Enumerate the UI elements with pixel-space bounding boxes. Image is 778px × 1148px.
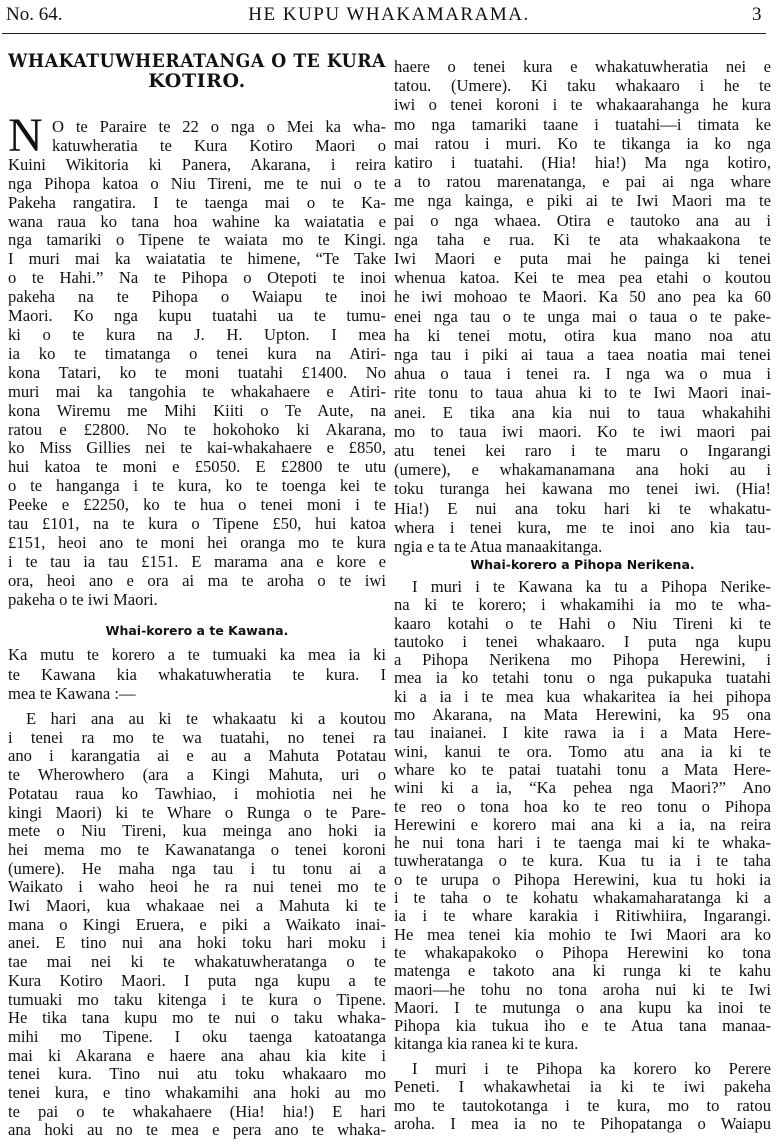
text-line: whare ko te patai tuatahi tonu a Mata Here-: [394, 759, 771, 779]
text-line: ratou e £2800. No te hokohoko ki Akarana,: [8, 419, 386, 439]
text-line: O te Paraire te 22 o nga o Mei ka wha-: [52, 117, 386, 136]
text-line: Pakeha rangatira. I te taenga mai o te Ka-: [8, 192, 386, 212]
text-line: kingi Maori) ki te Whare o Runga o te Pare-: [8, 802, 386, 822]
text-line: atu tenei kei raro i te maru o Ingarangi: [394, 441, 771, 461]
text-line: muri mai ka tangohia te whakahaere e Atiri-: [8, 381, 386, 401]
text-line: ahua o taua i tenei ra. I nga wa o mua i: [394, 364, 771, 384]
text-line: (umere), e whakamanamana ana hoki au i: [394, 460, 771, 480]
text-line: a Pihopa Nerikena mo Pihopa Herewini, i: [394, 650, 771, 670]
text-line: tautoko i tenei whakaaro. I puta nga kupu: [394, 631, 771, 651]
text-line: nga Pihopa katoa o Niu Tireni, me te nui o te: [8, 173, 386, 193]
text-line: mo te tautokotanga i te kura, mo to ratou: [394, 1095, 771, 1115]
text-line: te whakapakoko o Pihopa Herewini ko tona: [394, 942, 771, 962]
article-title-line-1: WHAKATUWHERATANGA O TE KURA: [8, 50, 386, 72]
text-line: na ki te korero; i whakamihi ia mo te wha-: [394, 595, 771, 615]
text-line: i te tau ia tau £151. E marama ana e kore e: [8, 551, 386, 571]
text-line: kona Tatari, ko te moni tuatahi £1400. No: [8, 362, 386, 382]
text-line: pakeha o te iwi Maori.: [8, 589, 158, 609]
text-line: I muri i te Kawana ka tu a Pihopa Nerike-: [412, 577, 771, 596]
text-line: nga taha e rua. Ki te ata whakaakona te: [394, 229, 771, 249]
text-line: mana o Kingi Eruera, e piki a Waikato inai-: [8, 914, 386, 934]
text-line: o te Hahi.” Na te Pihopa o Otepoti te inoi: [8, 268, 386, 288]
text-line: tatou. (Umere). Ki taku whakaaro i he te: [394, 76, 771, 96]
text-line: rite tonu to taua ahua ki to te Iwi Maori inai-: [394, 383, 771, 403]
text-line: E hari ana au ki te whakaatu ki a koutou: [26, 709, 386, 728]
text-line: ora, heoi ano e ora ai ma te aroha o te iwi: [8, 570, 386, 590]
text-line: te Wherowhero (ara a Kingi Mahuta, uri o: [8, 765, 386, 785]
text-line: Pihopa kia tukua iho e te Atua tana manaa-: [394, 1016, 771, 1036]
text-line: Kura Kotiro Maori. I puta nga kupu a te: [8, 970, 386, 990]
masthead: HE KUPU WHAKAMARAMA.: [248, 4, 530, 25]
subheading-bishop-speech: Whai-korero a Pihopa Nerikena.: [470, 557, 695, 572]
text-line: wini, kanui te ora. Tomo atu ana ia ki te: [394, 741, 771, 761]
text-line: He mea tenei kia mohio te Iwi Maori ara ko: [394, 924, 771, 944]
subheading-governor-speech: Whai-korero a te Kawana.: [105, 623, 289, 638]
text-line: tuwheratanga o te kura. Kua tu ia i te taha: [394, 851, 771, 871]
text-line: iwi o tenei koroni i te whakaarahanga he kura: [394, 95, 771, 115]
text-line: matenga e takoto ana ki runga ki te kahu: [394, 961, 771, 981]
paragraph-governor-speech: [8, 710, 386, 1140]
text-line: i tenei ra mo te wa tuatahi, no tenei ra: [8, 727, 386, 747]
text-line: he iwi mohoao te Maori. Ka 50 ano pea ka 60: [394, 287, 771, 307]
text-line: katuwheratia te Kura Kotiro Maori o: [52, 135, 386, 155]
drop-cap: N: [8, 109, 43, 162]
text-line: aroha. I mea ia no te Pihopatanga o Waiapu: [394, 1113, 771, 1133]
text-line: hei mema mo te Kawanatanga o tenei koroni: [8, 839, 386, 859]
issue-number: No. 64.: [6, 4, 63, 25]
text-line: ia i te whare karakia i Ritiwhiira, Ingarangi.: [394, 906, 771, 926]
text-line: nga tamariki o Tipene te waiata mo te Kingi.: [8, 230, 386, 250]
text-line: me nga kainga, e piki ai te Iwi Maori ma te: [394, 191, 771, 211]
text-line: anei. E tino nui ana hoki toku hari moku i: [8, 933, 386, 953]
text-line: Peeke e £2250, ko te hua o tenei moni i te: [8, 495, 386, 515]
text-line: ana hoki au no te mea e pera ano te whaka-: [8, 1120, 386, 1140]
text-line: kona Wiremu me Mihi Kiiti o Te Aute, na: [8, 400, 386, 420]
text-line: wini ki a ia, “Ka pehea nga Maori?” Ano: [394, 778, 771, 798]
paragraph-governor-speech-cont: [394, 57, 771, 556]
text-line: tae mai nei ki te whakatuwheratanga o te: [8, 952, 386, 972]
paragraph-bishop-speech: [394, 578, 771, 1054]
header-rule: [2, 33, 766, 34]
text-line: (umere). He maha nga tau i tu tonu ai a: [8, 858, 386, 878]
text-line: tumuaki mo taku kitenga i te kura o Tipene.: [8, 989, 386, 1009]
text-line: katiro i tuatahi. (Hia! hia!) Ma nga kotiro,: [394, 153, 771, 173]
paragraph-intro-governor: [8, 645, 386, 704]
text-line: Kuini Wikitoria ki Panera, Akarana, i reira: [8, 154, 386, 174]
text-line: whera i tenei kura, me te inoi ano kia tau-: [394, 517, 771, 537]
text-line: mai ki Akarana e haere ana ahau kia kite i: [8, 1045, 386, 1065]
text-line: mihi mo Tipene. I oku taenga katoatanga: [8, 1026, 386, 1046]
text-line: Waikato i waho heoi he ra nui tenei mo te: [8, 877, 386, 897]
text-line: enei nga tau o te unga mai o taua o te pake-: [394, 306, 771, 326]
text-line: Peneti. I whakawhetai ia ki te iwi pakeha: [394, 1077, 771, 1097]
text-line: a to ratou marenatanga, e pai ai nga whare: [394, 172, 771, 192]
text-line: i te taha o te kohatu whakamaharatanga ki a: [394, 888, 771, 908]
text-line: ki o te kura na J. H. Upton. I mea: [8, 324, 386, 344]
text-line: mo to taua iwi maori. Ko te iwi maori pai: [394, 421, 771, 441]
text-line: pakeha na te Pihopa o Waiapu te inoi: [8, 287, 386, 307]
text-line: Ka mutu te korero a te tumuaki ka mea ia ki: [8, 645, 386, 664]
paragraph-perere-peneti: [394, 1060, 771, 1133]
text-line: mea ia ko tetahi tonu o nga pukapuka tuatahi: [394, 668, 771, 688]
text-line: o te urupa o Pihopa Herewini, kua tu hoki ia: [394, 869, 771, 889]
text-line: mete o Niu Tireni, kua meinga ano hoki ia: [8, 821, 386, 841]
text-line: Herewini e korero mai ana ki a ia, na reira: [394, 814, 771, 834]
text-line: £151, heoi ano te moni hei oranga mo te kura: [8, 532, 386, 552]
paragraph-opening: [8, 109, 386, 610]
text-line: pai o nga whaea. Otira e tautoko ana au i: [394, 210, 771, 230]
text-line: ko Miss Gillies nei te kai-whakahaere e £850,: [8, 438, 386, 458]
text-line: I muri mai ka waiatatia te himene, “Te Take: [8, 249, 386, 269]
text-line: Iwi Maori e puta mai he painga ki tenei: [394, 249, 771, 269]
text-line: Potatau raua ko Tawhiao, i mohiotia nei he: [8, 783, 386, 803]
text-line: haere o tenei kura e whakatuwheratia nei e: [394, 57, 771, 76]
text-line: mo Akarana, na Mata Herewini, ka 95 ona: [394, 705, 771, 725]
text-line: tenei kura. Tino nui atu toku whakaaro mo: [8, 1064, 386, 1084]
text-line: o te hanganga i te kura, ko te toenga kei te: [8, 476, 386, 496]
text-line: He tika tana kupu mo te nui o taku whaka-: [8, 1008, 386, 1028]
text-line: kitanga kia ranea ki te kura.: [394, 1034, 579, 1054]
text-line: Iwi Maori, kua whakaae nei a Mahuta ki te: [8, 896, 386, 916]
text-line: Hia!) E nui ana toku hari ki te whakatu-: [394, 498, 771, 518]
text-line: te Kawana kia whakatuwheratia te kura. I: [8, 664, 386, 684]
text-line: ngia e ta te Atua manaakitanga.: [394, 537, 603, 557]
text-line: ia ko te timatanga o tenei kura na Atiri-: [8, 343, 386, 363]
text-line: tau £101, na te kura o Tipene £50, hui katoa: [8, 514, 386, 534]
text-line: ha ki tenei motu, otira kua mano noa atu: [394, 325, 771, 345]
text-line: Maori. Ko nga kupu tuatahi ua te tumu-: [8, 306, 386, 326]
text-line: mo nga tamariki taane i tuatahi—i timata ke: [394, 114, 771, 134]
page-number: 3: [752, 4, 762, 25]
text-line: mai ratou i muri. Ko te tikanga ia ko nga: [394, 133, 771, 153]
text-line: te reo o tona hoa ko te reo tonu o Pihopa: [394, 796, 771, 816]
text-line: nga tau i piki ai taua a taea noatia mai tenei: [394, 345, 771, 365]
text-line: te pai o te whakahaere (Hia! hia!) E hari: [8, 1101, 386, 1121]
text-line: tenei kura, e tino whakamihi ana hoki au mo: [8, 1083, 386, 1103]
text-line: maori—he tohu no tona aroha nui ki te Iwi: [394, 979, 771, 999]
text-line: anei. E tika ana kia nui to taua whakahihi: [394, 402, 771, 422]
text-line: toku turanga hei kawana mo tenei iwi. (Hia!: [394, 479, 771, 499]
text-line: kaaro kotahi o te Hahi o Niu Tireni ki te: [394, 613, 771, 633]
text-line: mea te Kawana :—: [8, 684, 136, 703]
text-line: tau inaianei. I kite rawa ia i a Mata Here-: [394, 723, 771, 743]
text-line: he nui tona hari i te taenga mai ki te whaka-: [394, 833, 771, 853]
text-line: whenua katoa. Kei te mea pea etahi o koutou: [394, 268, 771, 288]
text-line: Maori. I te mutunga o ana kupu ka inoi te: [394, 997, 771, 1017]
article-title-line-2: KOTIRO.: [148, 70, 246, 92]
text-line: ano i karangatia ai e au a Mahuta Potatau: [8, 746, 386, 766]
text-line: hui katoa te moni e £5050. E £2800 te utu: [8, 457, 386, 477]
text-line: ki a ia i te mea kua whakaritea ia hei pihopa: [394, 686, 771, 706]
text-line: I muri i te Pihopa ka korero ko Perere: [412, 1059, 771, 1078]
text-line: wana raua ko tana hoa wahine ka waiatatia e: [8, 211, 386, 231]
